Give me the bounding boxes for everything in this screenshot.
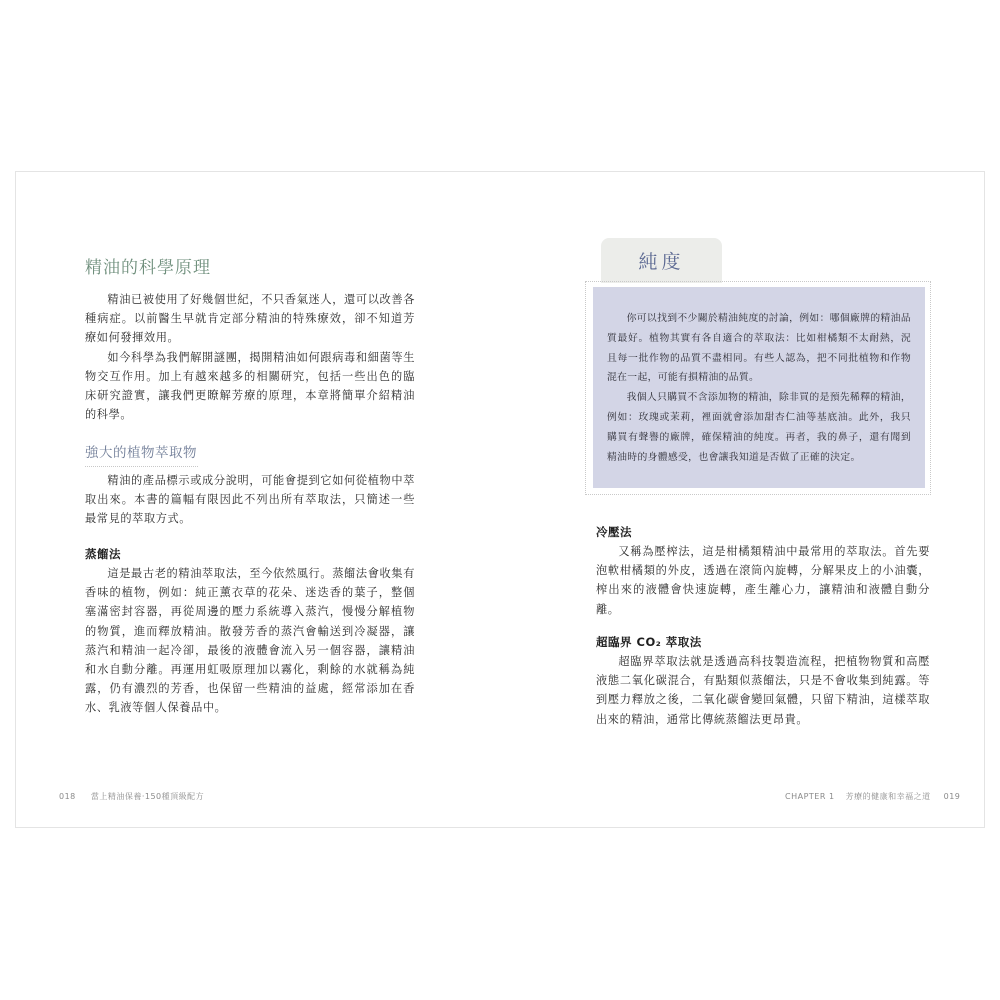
right-page-number: 019 — [943, 792, 961, 801]
left-page-number: 018 — [59, 792, 76, 801]
extracts-intro — [85, 471, 415, 529]
purity-box-tab — [601, 238, 722, 283]
purity-paragraph-2: 我個人只購買不含添加物的精油，除非買的是預先稀釋的精油，例如：玫瑰或茉莉，裡面就會添加甜杏仁油等基底油。此外，我只購買有聲譽的廠牌，確保精油的純度。再者，我的鼻子，還有聞到精油時的身體感受，也會讓我知道是否做了正確的決定。 — [607, 392, 911, 463]
distillation-body: 這是最古老的精油萃取法，至今依然風行。蒸餾法會收集有香味的植物，例如：純正薰衣草的花朵、迷迭香的葉子，整個塞滿密封容器，再從周邊的壓力系統導入蒸汽，慢慢分解植物的物質，進而釋放精油。散發芳香的蒸汽會輸送到冷凝器，讓蒸汽和精油一起冷卻，最後的液體會流入另一個容器，讓精油和水自動分離。再運用虹吸原理加以霧化，剩餘的水就稱為純露，仍有濃烈的芳香，也保留一些精油的益處，經常添加在香水、乳液等個人保養品中。 — [85, 567, 415, 715]
co2-section — [596, 633, 930, 729]
extracts-paragraph: 精油的產品標示或成分說明，可能會提到它如何從植物中萃取出來。本書的篇幅有限因此不列出所有萃取法，只簡述一些最常見的萃取方式。 — [85, 474, 415, 526]
cold-press-title: 冷壓法 — [596, 525, 632, 539]
sub-heading-plant-extracts: 強大的植物萃取物 — [85, 441, 198, 467]
chapter-title: 精油的科學原理 — [85, 258, 211, 278]
co2-body: 超臨界萃取法就是透過高科技製造流程，把植物物質和高壓液態二氧化碳混合，有點類似蒸餾法，只是不會收集到純露。等到壓力釋放之後，二氧化碳會變回氣體，只留下精油，這樣萃取出來的精油，通常比傳統蒸餾法更昂貴。 — [596, 655, 930, 726]
chapter-name: 芳療的健康和幸福之道 — [845, 792, 931, 801]
cold-press-body: 又稱為壓榨法，這是柑橘類精油中最常用的萃取法。首先要泡軟柑橘類的外皮，透過在滾筒內旋轉，分解果皮上的小油囊，榨出來的液體會快速旋轉，產生離心力，讓精油和液體自動分離。 — [596, 545, 930, 616]
right-footer — [785, 791, 960, 802]
intro-section — [85, 290, 415, 424]
purity-tab-label: 純度 — [638, 251, 685, 273]
intro-paragraph-1: 精油已被使用了好幾個世紀，不只香氣迷人，還可以改善各種病症。以前醫生早就肯定部分精油的特殊療效，卻不知道芳療如何發揮效用。 — [85, 293, 415, 345]
distillation-title: 蒸餾法 — [85, 547, 121, 561]
book-title: 當上精油保養‧150種頂級配方 — [90, 792, 205, 801]
intro-paragraph-2: 如今科學為我們解開謎團，揭開精油如何跟病毒和細菌等生物交互作用。加上有越來越多的相關研究，包括一些出色的臨床研究證實，讓我們更瞭解芳療的原理，本章將簡單介紹精油的科學。 — [85, 350, 415, 422]
cold-press-section — [596, 523, 930, 619]
purity-box — [593, 287, 925, 488]
purity-paragraph-1: 你可以找到不少關於精油純度的討論，例如：哪個廠牌的精油品質最好。植物其實有各自適合的萃取法：比如柑橘類不太耐熱，況且每一批作物的品質不盡相同。有些人認為，把不同批植物和作物混在一起，可能有損精油的品質。 — [607, 313, 911, 384]
distillation-section — [85, 545, 415, 718]
co2-title: 超臨界 CO₂ 萃取法 — [596, 635, 702, 649]
left-footer — [59, 791, 204, 802]
chapter-label: CHAPTER 1 — [785, 792, 835, 801]
